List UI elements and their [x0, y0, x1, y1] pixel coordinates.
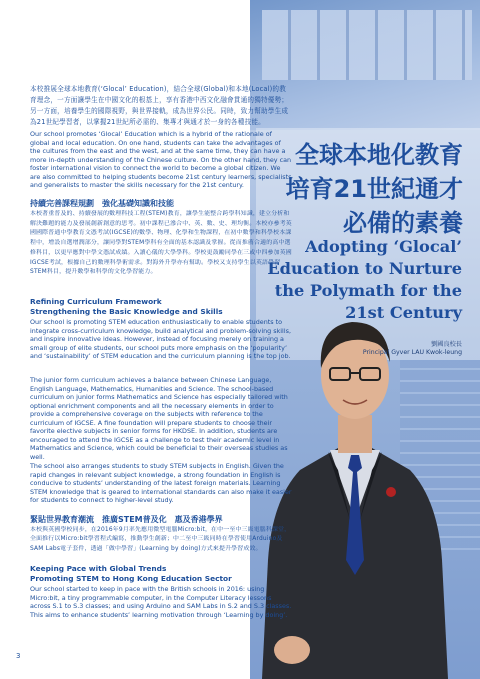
- section1-zh-heading: 持續完善課程規劃 強化基礎知識和技能: [30, 199, 174, 208]
- section2-en-body: Our school started to keep in pace with the British schools in 2016: using Micro:bit, a tiny programmable computer, in the Computer Literacy lessons across S.1 to S.3 classes; and using Arduino and SAM Labs in S.2 and S.3 classes. This aims to enhance students’ learning motivation through ‘Learning by doing’.: [30, 585, 292, 619]
- section1-zh-body: 本校著重普及的、持續發展的數理科技工程(STEM)教育，讓學生能整合跨學科知識，建立分析和解決難題的能力及發展創新創意的思考。初中課程已滲合中、英、數、史、理均衡。本校亦參考英國國際普通中學教育文憑考試(IGCSE)的數學、物理、化學和生物課程，在初中數學和科學校本課程中，增設自選增潤部分，讓同學對STEM學科有全面的基本認識及掌握。從而推薦合適的高中選修科目，以更早應對中學文憑試成績。入讀心儀的大學學科。學校更鼓勵同學在三或中四參加英國IGCSE考試，根據自己的數理科學術需求。對海外升學亦有幫助。學校又支持學生以英語學習STEM科目，提升數學和科學的文化學習能力。: [30, 211, 292, 276]
- section1-en-body-2: The junior form curriculum achieves a balance between Chinese Language, English Language, Mathematics, Humanities and Science. The school-based curriculum on junior forms Mathematics and Science has especially tailored with optional enrichment components and all the necessary elements in order to provide a comprehensive coverage on the subjects with reference to the curriculum of IGCSE. A fine foundation will prepare students to choose their favorite elective subjects in senior forms for HKDSE. In addition, students are encouraged to attend the IGCSE as a challenge to test their academic level in Mathematics and Science, which could be beneficial to their overseas studies as well.: [30, 376, 288, 461]
- section1-en-body-1: Our school is promoting STEM education enthusiastically to enable students to integrate cross-curriculum knowledge, build analytical and problem-solving skills, and inspire innovative ideas. However, instead of focusing merely on training a small group of elite students, our school puts more emphasis on the ‘popularity’ and ‘sustainability’ of STEM education and the curriculum planning is the top job.: [30, 318, 291, 360]
- title-en-line-3: the Polymath for the: [274, 281, 462, 300]
- page-number: 3: [16, 652, 21, 660]
- intro-en: Our school promotes ‘Glocal’ Education which is a hybrid of the rationale of global and local education. On one hand, students can take the advantages of the cultures from the east and the west, and at the same time, they can have a more in-depth understanding of the Chinese culture. On the other hand, they can foster international vision to connect the world to become a global citizen. We are also committed to helping students become 21st century learners, specialists and generalists to master the skills necessary for the 21st century.: [30, 130, 292, 189]
- section2-zh-heading: 緊貼世界教育潮流 推廣STEM普及化 惠及香港學界: [30, 515, 223, 524]
- section2-zh-body: 本校與英國學校同步，在2016年9月率先應用微型電腦Micro:bit，在中一至中三級電腦科課堂，全面推行以Micro:bit學習程式編寫，推動學生創新；中二至中三級同時在學習使用Arduino及SAM Labs電子套件，透過「做中學習」(Learning by doing)方式來提升學習成效。: [30, 527, 291, 552]
- section2-en-heading-2: Promoting STEM to Hong Kong Education Sector: [30, 574, 232, 583]
- intro-zh: 本校推展全球本地教育(‘Glocal’ Education)，結合全球(Global)和本地(Local)的教育理念，一方面讓學生在中國文化的根基上，享有香港中西文化融會貫通的獨特優勢；另一方面，培養學生的國際視野，與世界接軌，成為世界公民。同時，致力幫助學生成為21世紀學習者，以掌握21世紀所必需的、集專才與通才於一身的各種技能。: [30, 85, 289, 126]
- title-zh-line-2: 培育21世紀通才: [285, 175, 463, 203]
- section1-en-heading-1: Refining Curriculum Framework: [30, 297, 162, 306]
- title-en-line-2: Education to Nurture: [267, 259, 462, 278]
- caption-en: Principal Gyver LAU Kwok-leung: [362, 349, 462, 356]
- title-zh-line-1: 全球本地化教育: [295, 141, 463, 169]
- section1-en-body-3: The school also arranges students to study STEM subjects in English. Given the rapid changes in relevant subject knowledge, a strong foundation in English is conducive to students’ understanding of the latest foreign materials. Learning STEM knowledge that is geared to international standards can also make it easier for students to connect to higher-level study.: [30, 462, 292, 504]
- caption-zh: 劉國良校長: [431, 341, 462, 348]
- title-en-line-1: Adopting ‘Glocal’: [305, 237, 462, 256]
- section1-en-heading-2: Strengthening the Basic Knowledge and Skills: [30, 307, 223, 316]
- title-en-line-4: 21st Century: [345, 303, 462, 322]
- section2-en-heading-1: Keeping Pace with Global Trends: [30, 564, 167, 573]
- title-zh-line-3: 必備的素養: [343, 209, 463, 237]
